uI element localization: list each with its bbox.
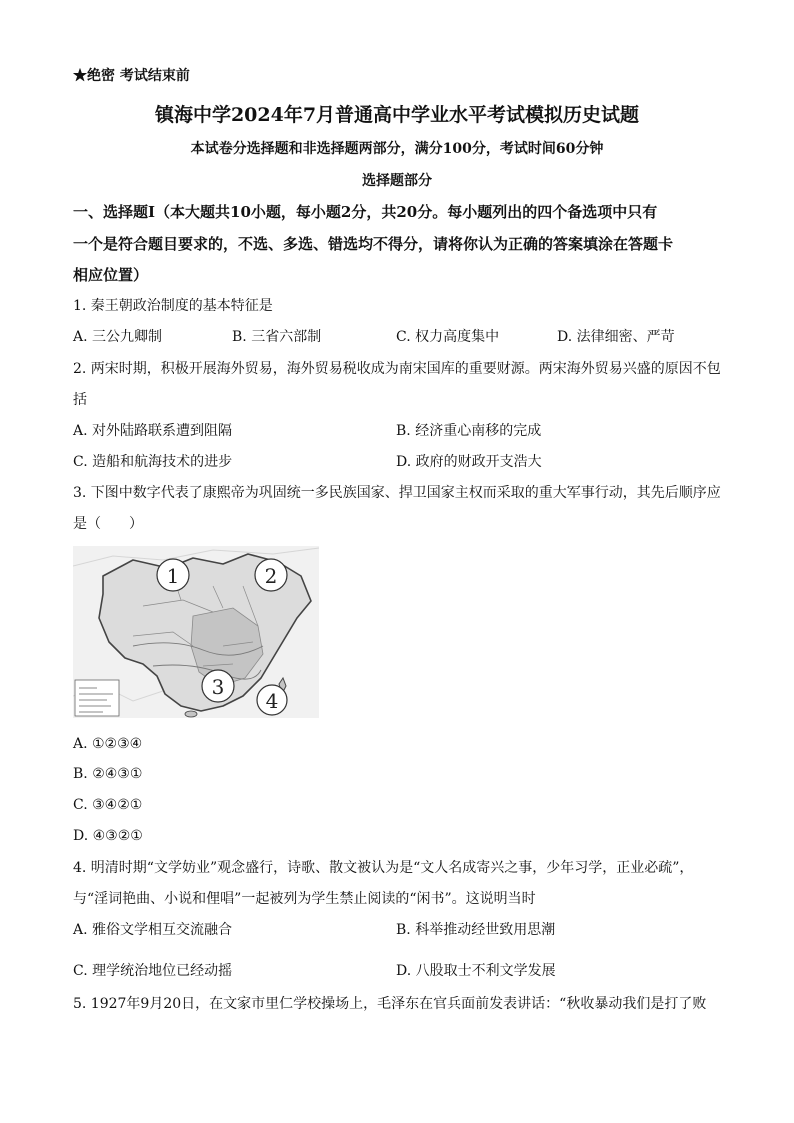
section-instruction-line2: 一个是符合题目要求的，不选、多选、错选均不得分，请将你认为正确的答案填涂在答题卡	[73, 235, 674, 253]
q5-stem-line1: 5. 1927年9月20日，在文家市里仁学校操场上，毛泽东在官兵面前发表讲话：“秋收暴动我们是打了败	[73, 996, 707, 1012]
svg-text:2: 2	[264, 564, 278, 588]
svg-text:4: 4	[265, 689, 279, 713]
q4-option-c: C. 理学统治地位已经动摇	[73, 963, 233, 979]
q2-option-a: A. 对外陆路联系遭到阻隔	[73, 423, 233, 439]
q4-option-d: D. 八股取士不利文学发展	[396, 963, 556, 979]
part-heading: 选择题部分	[362, 173, 432, 189]
q1-option-a: A. 三公九卿制	[73, 329, 163, 345]
q1-option-c: C. 权力高度集中	[396, 329, 500, 345]
map-marker-1	[157, 559, 189, 591]
map-marker-4	[257, 685, 287, 715]
q4-option-b: B. 科举推动经世致用思潮	[396, 922, 556, 938]
q2-option-c: C. 造船和航海技术的进步	[73, 454, 233, 470]
map-marker-2	[255, 559, 287, 591]
q2-stem-line1: 2. 两宋时期，积极开展海外贸易，海外贸易税收成为南宋国库的重要财源。两宋海外贸易兴盛的原因不包	[73, 361, 721, 377]
confidential-label: ★绝密 考试结束前	[73, 68, 190, 84]
section-instruction-line1: 一、选择题Ⅰ（本大题共10小题，每小题2分，共20分。每小题列出的四个备选项中只有	[73, 203, 658, 221]
q3-option-d: D. ④③②①	[73, 828, 143, 844]
q4-option-a: A. 雅俗文学相互交流融合	[73, 922, 233, 938]
q2-option-d: D. 政府的财政开支浩大	[396, 454, 542, 470]
q3-option-a: A. ①②③④	[73, 736, 143, 752]
q3-option-c: C. ③④②①	[73, 797, 143, 813]
exam-subtitle: 本试卷分选择题和非选择题两部分，满分100分，考试时间60分钟	[190, 141, 604, 157]
qing-territory-map	[73, 546, 319, 718]
q4-stem-line1: 4. 明清时期“文学妨业”观念盛行，诗歌、散文被认为是“文人名成寄兴之事，少年习学，正业必疏”，	[73, 860, 694, 876]
q3-option-b: B. ②④③①	[73, 766, 143, 782]
q1-option-d: D. 法律细密、严苛	[557, 329, 675, 345]
q1-stem: 1. 秦王朝政治制度的基本特征是	[73, 298, 273, 314]
q3-stem-line1: 3. 下图中数字代表了康熙帝为巩固统一多民族国家、捍卫国家主权而采取的重大军事行动，其先后顺序应	[73, 485, 721, 501]
q4-stem-line2: 与“淫词艳曲、小说和俚唱”一起被列为学生禁止阅读的“闲书”。这说明当时	[73, 891, 536, 907]
q1-option-b: B. 三省六部制	[232, 329, 322, 345]
section-instruction-line3: 相应位置）	[73, 266, 149, 284]
q2-stem-line2: 括	[73, 392, 87, 408]
q3-stem-line2: 是（ ）	[73, 516, 143, 532]
svg-text:1: 1	[166, 564, 180, 588]
svg-text:3: 3	[211, 675, 225, 699]
exam-title: 镇海中学2024年7月普通高中学业水平考试模拟历史试题	[154, 104, 640, 126]
q2-option-b: B. 经济重心南移的完成	[396, 423, 542, 439]
map-marker-3	[202, 670, 234, 702]
